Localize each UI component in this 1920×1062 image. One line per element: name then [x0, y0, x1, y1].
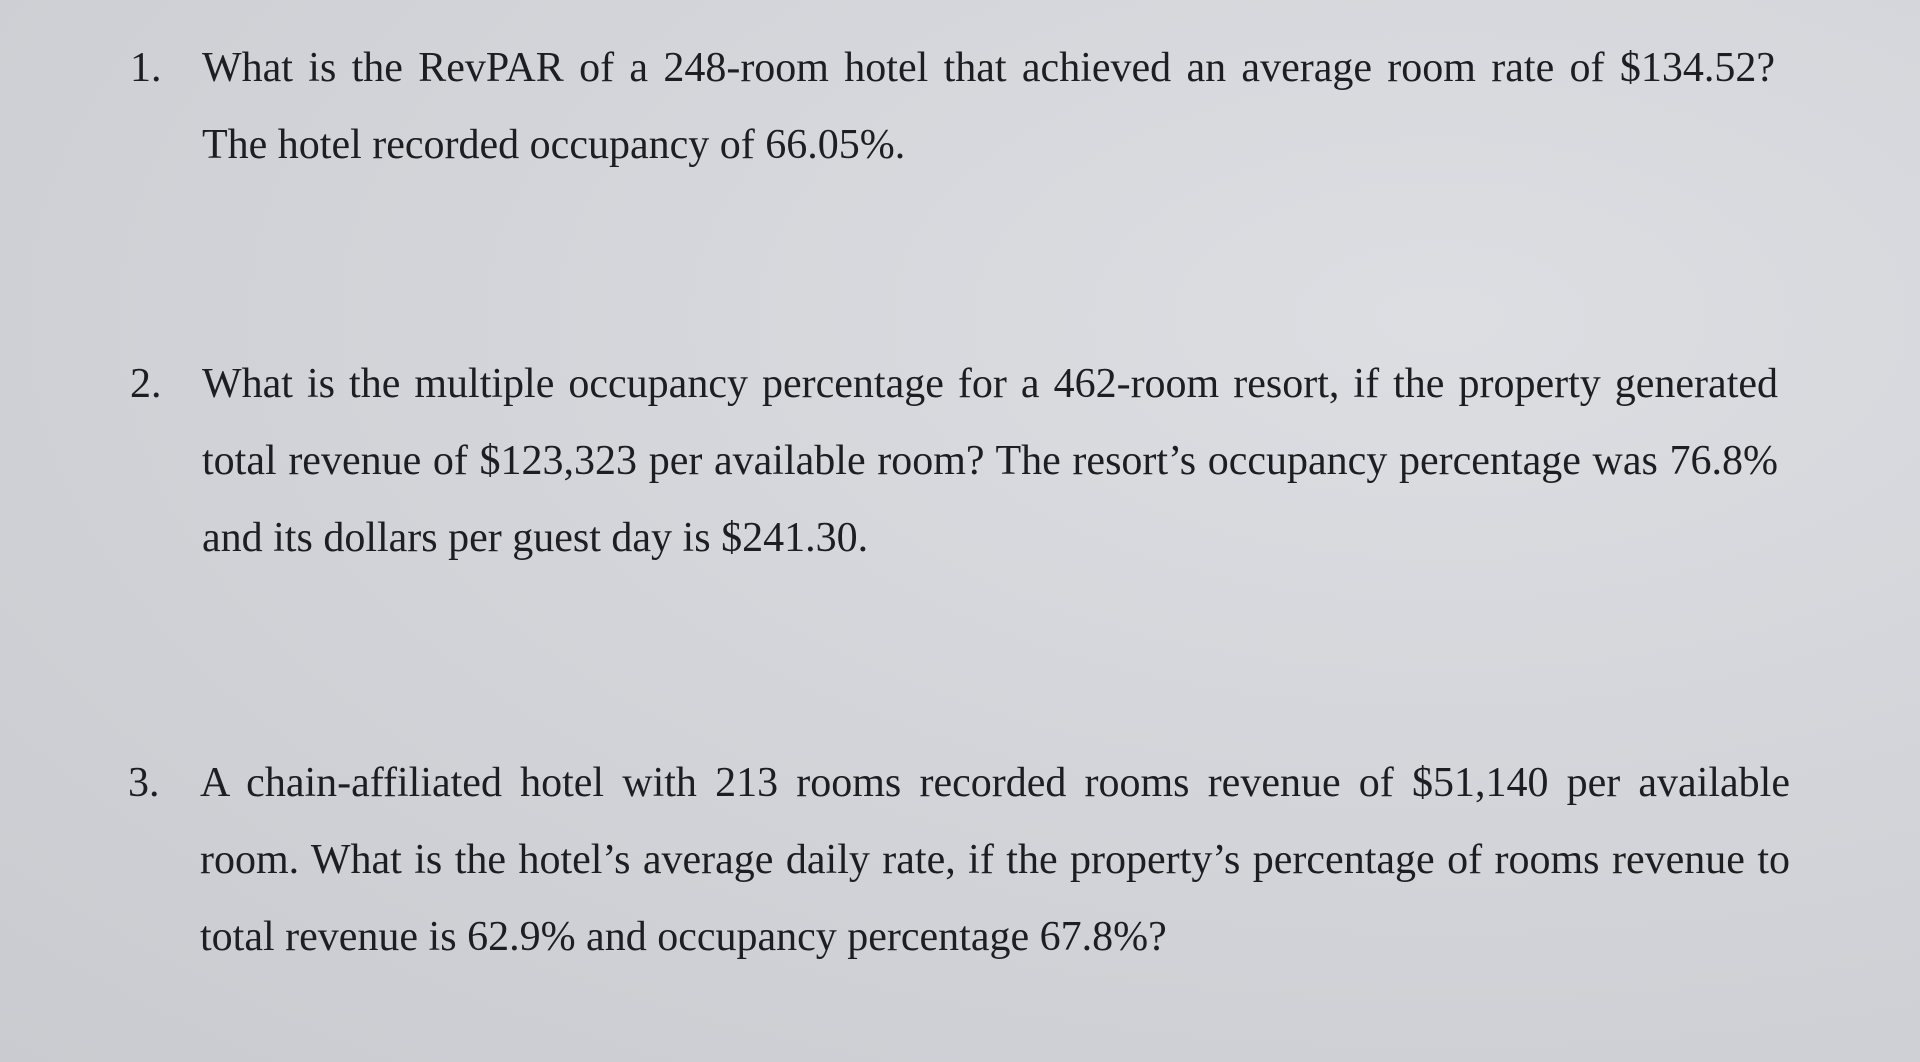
question-text: What is the multiple occupancy percentage for a 462-room resort, if the property generated total revenue of $123,323 per available room? The resort’s occupancy percentage was 76.8% and its dollars per guest day is $241.30.	[202, 361, 1778, 561]
question-3	[128, 745, 1790, 976]
question-2	[130, 346, 1778, 577]
question-number: 3.	[128, 760, 160, 806]
question-number: 2.	[130, 361, 162, 407]
question-number: 1.	[130, 45, 162, 91]
question-text: What is the RevPAR of a 248-room hotel that achieved an average room rate of $134.52? The hotel recorded occupancy of 66.05%.	[202, 45, 1775, 168]
question-text: A chain-affiliated hotel with 213 rooms recorded rooms revenue of $51,140 per available room. What is the hotel’s average daily rate, if the property’s percentage of rooms revenue to total revenue is 62.9% and occupancy percentage 67.8%?	[200, 760, 1790, 960]
question-1	[130, 30, 1775, 184]
